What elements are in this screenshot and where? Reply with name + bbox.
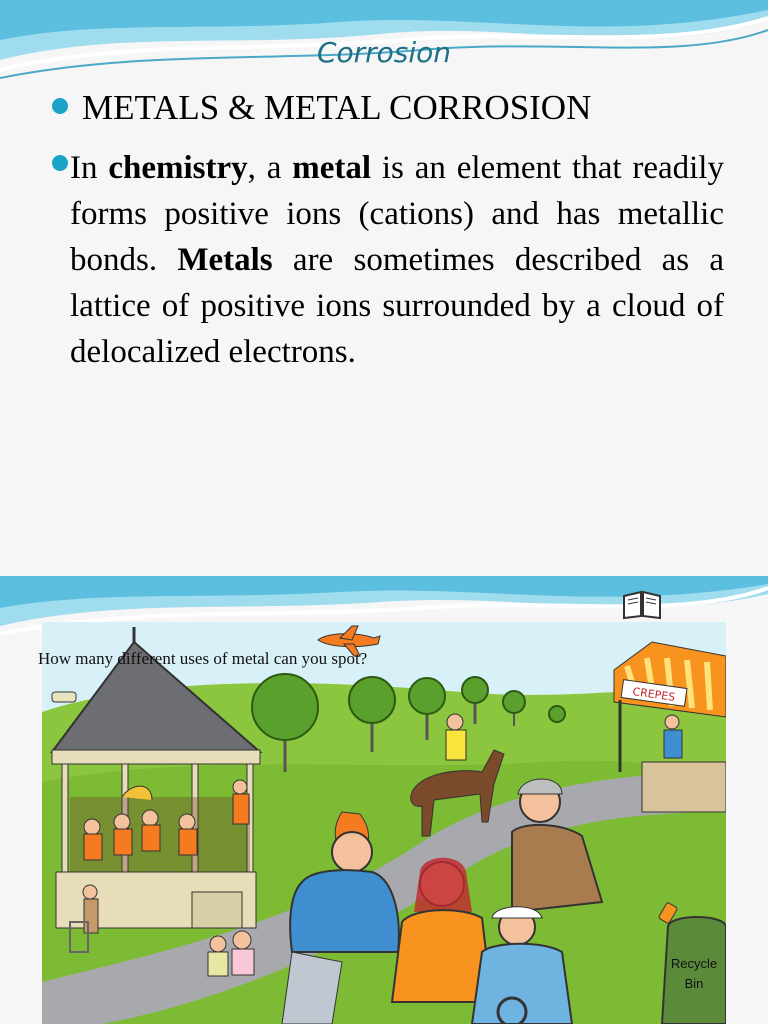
definition-text: In chemistry, a metal is an element that readily forms positive ions (cations) and has metallic bonds. Metals are sometimes described as a lattice of positive ions surrounded by a cloud of delocalized electrons. (70, 150, 724, 370)
recycle-bin (662, 917, 726, 1024)
park-illustration (42, 622, 726, 1024)
definition-bullet (52, 145, 724, 375)
bullet-dot-icon (52, 155, 68, 171)
bullet-dot-icon (52, 98, 68, 114)
heading-text: METALS & METAL CORROSION (82, 88, 592, 127)
book-icon (622, 588, 662, 620)
recycle-label-1: Recycle (670, 956, 718, 971)
crepes-sign: CREPES (631, 685, 676, 704)
question-text: How many different uses of metal can you spot? (38, 649, 368, 668)
slide-title: Corrosion (316, 36, 452, 69)
recycle-label-2: Bin (684, 976, 704, 991)
